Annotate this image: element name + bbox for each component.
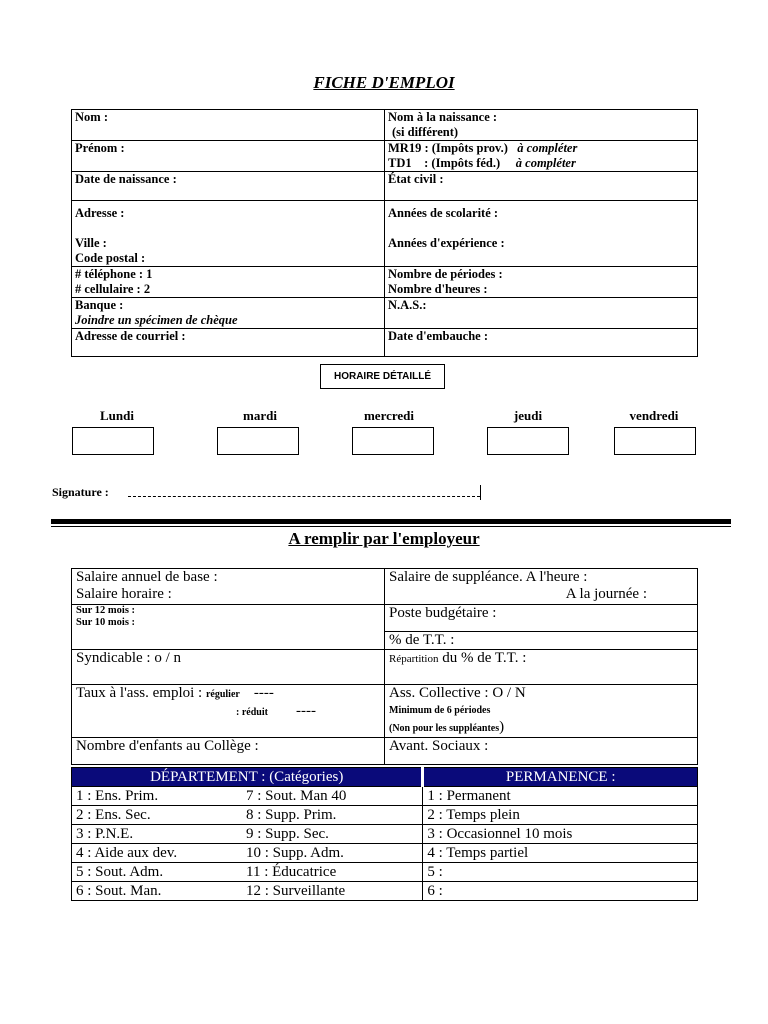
section-divider: [51, 519, 731, 524]
category-item: 7 : Sout. Man 40: [246, 788, 347, 804]
label-date-naissance: Date de naissance :: [75, 172, 177, 186]
category-item: 8 : Supp. Prim.: [246, 807, 337, 823]
day-label-vendredi: vendredi: [629, 408, 679, 423]
label-annees-scolarite: Années de scolarité :: [388, 206, 499, 220]
label-telephone: # téléphone : 1: [75, 267, 153, 281]
permanence-item: 4 : Temps partiel: [423, 844, 698, 863]
label-avant-sociaux: Avant. Sociaux :: [389, 738, 489, 754]
permanence-item: 6 :: [423, 882, 698, 901]
category-item: 11 : Éducatrice: [246, 864, 337, 880]
field-courriel[interactable]: [72, 329, 385, 357]
label-nombre-periodes: Nombre de périodes :: [388, 267, 503, 281]
note-mr19: à compléter: [517, 141, 578, 155]
label-syndicable: Syndicable : o / n: [76, 650, 181, 666]
category-item: 12 : Surveillante: [246, 883, 346, 899]
table-row: [72, 787, 698, 806]
label-mr19: MR19 : (Impôts prov.): [388, 141, 508, 155]
field-nombre-enfants[interactable]: [72, 738, 385, 765]
field-nom[interactable]: [72, 110, 385, 141]
departement-header: DÉPARTEMENT : (Catégories): [72, 768, 423, 787]
label-etat-civil: État civil :: [388, 172, 444, 186]
category-item: 3 : P.N.E.: [76, 826, 134, 842]
note-banque: Joindre un spécimen de chèque: [75, 313, 238, 327]
field-prenom[interactable]: [72, 141, 385, 172]
day-input-lundi[interactable]: [72, 427, 154, 455]
field-annees[interactable]: [385, 201, 698, 267]
employer-info-table: [71, 568, 698, 765]
field-taux-ass-emploi[interactable]: [72, 685, 385, 738]
field-etat-civil[interactable]: [385, 172, 698, 201]
label-date-embauche: Date d'embauche :: [388, 329, 488, 343]
field-adresse[interactable]: [72, 201, 385, 267]
field-telephone[interactable]: [72, 267, 385, 298]
category-item: 10 : Supp. Adm.: [246, 845, 344, 861]
field-ass-collective[interactable]: [385, 685, 698, 738]
label-pct-tt: % de T.T. :: [389, 632, 455, 648]
label-minimum-periodes: Minimum de 6 périodes: [389, 705, 491, 716]
field-syndicable[interactable]: [72, 650, 385, 685]
label-reduit: : réduit: [236, 707, 268, 718]
label-code-postal: Code postal :: [75, 251, 146, 265]
field-impots[interactable]: [385, 141, 698, 172]
label-courriel: Adresse de courriel :: [75, 329, 186, 343]
note-td1: à compléter: [515, 156, 576, 170]
signature-label: Signature :: [52, 485, 109, 499]
field-periodes[interactable]: [385, 267, 698, 298]
text-cursor: [480, 485, 481, 500]
field-avant-sociaux[interactable]: [385, 738, 698, 765]
table-row: [72, 844, 698, 863]
label-salaire-horaire: Salaire horaire :: [76, 586, 172, 602]
label-si-different: (si différent): [392, 125, 459, 139]
label-nas: N.A.S.:: [388, 298, 427, 312]
category-item: 2 : Ens. Sec.: [76, 807, 151, 823]
label-salaire-suppleance: Salaire de suppléance. A l'heure :: [389, 569, 588, 585]
label-adresse: Adresse :: [75, 206, 125, 220]
label-prenom: Prénom :: [75, 141, 125, 155]
category-item: 4 : Aide aux dev.: [76, 845, 178, 861]
label-taux: Taux à l'ass. emploi :: [76, 685, 203, 701]
label-ass-collective: Ass. Collective : O / N: [389, 685, 526, 701]
label-cellulaire: # cellulaire : 2: [75, 282, 151, 296]
field-nom-naissance[interactable]: [385, 110, 698, 141]
dashes-reduit: ----: [295, 703, 316, 719]
label-close-paren: ): [499, 719, 505, 735]
label-sur-10: Sur 10 mois :: [76, 617, 136, 628]
table-row: [72, 882, 698, 901]
day-input-vendredi[interactable]: [614, 427, 696, 455]
dashes-regulier: ----: [253, 685, 274, 701]
permanence-item: 3 : Occasionnel 10 mois: [423, 825, 698, 844]
day-label-jeudi: jeudi: [513, 408, 543, 423]
permanence-item: 5 :: [423, 863, 698, 882]
label-banque: Banque :: [75, 298, 124, 312]
label-ville: Ville :: [75, 236, 107, 250]
label-repartition-rest: du % de T.T. :: [438, 650, 527, 666]
category-item: 1 : Ens. Prim.: [76, 788, 159, 804]
label-nombre-heures: Nombre d'heures :: [388, 282, 488, 296]
day-label-lundi: Lundi: [100, 408, 134, 423]
field-nas[interactable]: [385, 298, 698, 329]
category-item: 6 : Sout. Man.: [76, 883, 162, 899]
label-salaire-annuel: Salaire annuel de base :: [76, 569, 218, 585]
day-label-mercredi: mercredi: [363, 408, 415, 423]
table-row: [72, 863, 698, 882]
field-salaire-base[interactable]: [72, 569, 385, 605]
category-item: 5 : Sout. Adm.: [76, 864, 164, 880]
employee-info-table: [71, 109, 698, 357]
field-sur-mois[interactable]: [72, 605, 385, 650]
label-nom-naissance: Nom à la naissance :: [388, 110, 498, 124]
field-poste-budgetaire[interactable]: [385, 605, 698, 632]
category-item: 9 : Supp. Sec.: [246, 826, 329, 842]
field-date-naissance[interactable]: [72, 172, 385, 201]
table-row: [72, 825, 698, 844]
day-label-mardi: mardi: [243, 408, 277, 423]
label-repartition-small: Répartition: [389, 653, 439, 665]
label-regulier: régulier: [205, 689, 240, 700]
day-input-mardi[interactable]: [217, 427, 299, 455]
label-sur-12: Sur 12 mois :: [76, 605, 136, 616]
horaire-detaille-button[interactable]: HORAIRE DÉTAILLÉ: [320, 364, 445, 389]
permanence-item: 2 : Temps plein: [423, 806, 698, 825]
section-divider-thin: [51, 526, 731, 527]
day-input-jeudi[interactable]: [487, 427, 569, 455]
field-date-embauche[interactable]: [385, 329, 698, 357]
employer-section-title: A remplir par l'employeur: [288, 529, 480, 548]
page-title: FICHE D'EMPLOI: [313, 73, 455, 92]
label-non-suppleantes: (Non pour les suppléantes: [389, 723, 500, 734]
label-td1: TD1 : (Impôts féd.): [388, 156, 501, 170]
field-repartition[interactable]: [385, 650, 698, 685]
label-poste-budgetaire: Poste budgétaire :: [389, 605, 497, 621]
label-nom: Nom :: [75, 110, 108, 124]
label-annees-experience: Années d'expérience :: [388, 236, 505, 250]
permanence-item: 1 : Permanent: [423, 787, 698, 806]
permanence-header: PERMANENCE :: [423, 768, 698, 787]
day-input-mercredi[interactable]: [352, 427, 434, 455]
label-a-la-journee: A la journée :: [565, 586, 647, 602]
signature-field[interactable]: [128, 496, 480, 497]
label-nombre-enfants: Nombre d'enfants au Collège :: [76, 738, 259, 754]
field-pct-tt[interactable]: [385, 632, 698, 650]
field-banque[interactable]: [72, 298, 385, 329]
field-salaire-suppleance[interactable]: [385, 569, 698, 605]
categories-table: [71, 767, 698, 901]
table-row: [72, 806, 698, 825]
